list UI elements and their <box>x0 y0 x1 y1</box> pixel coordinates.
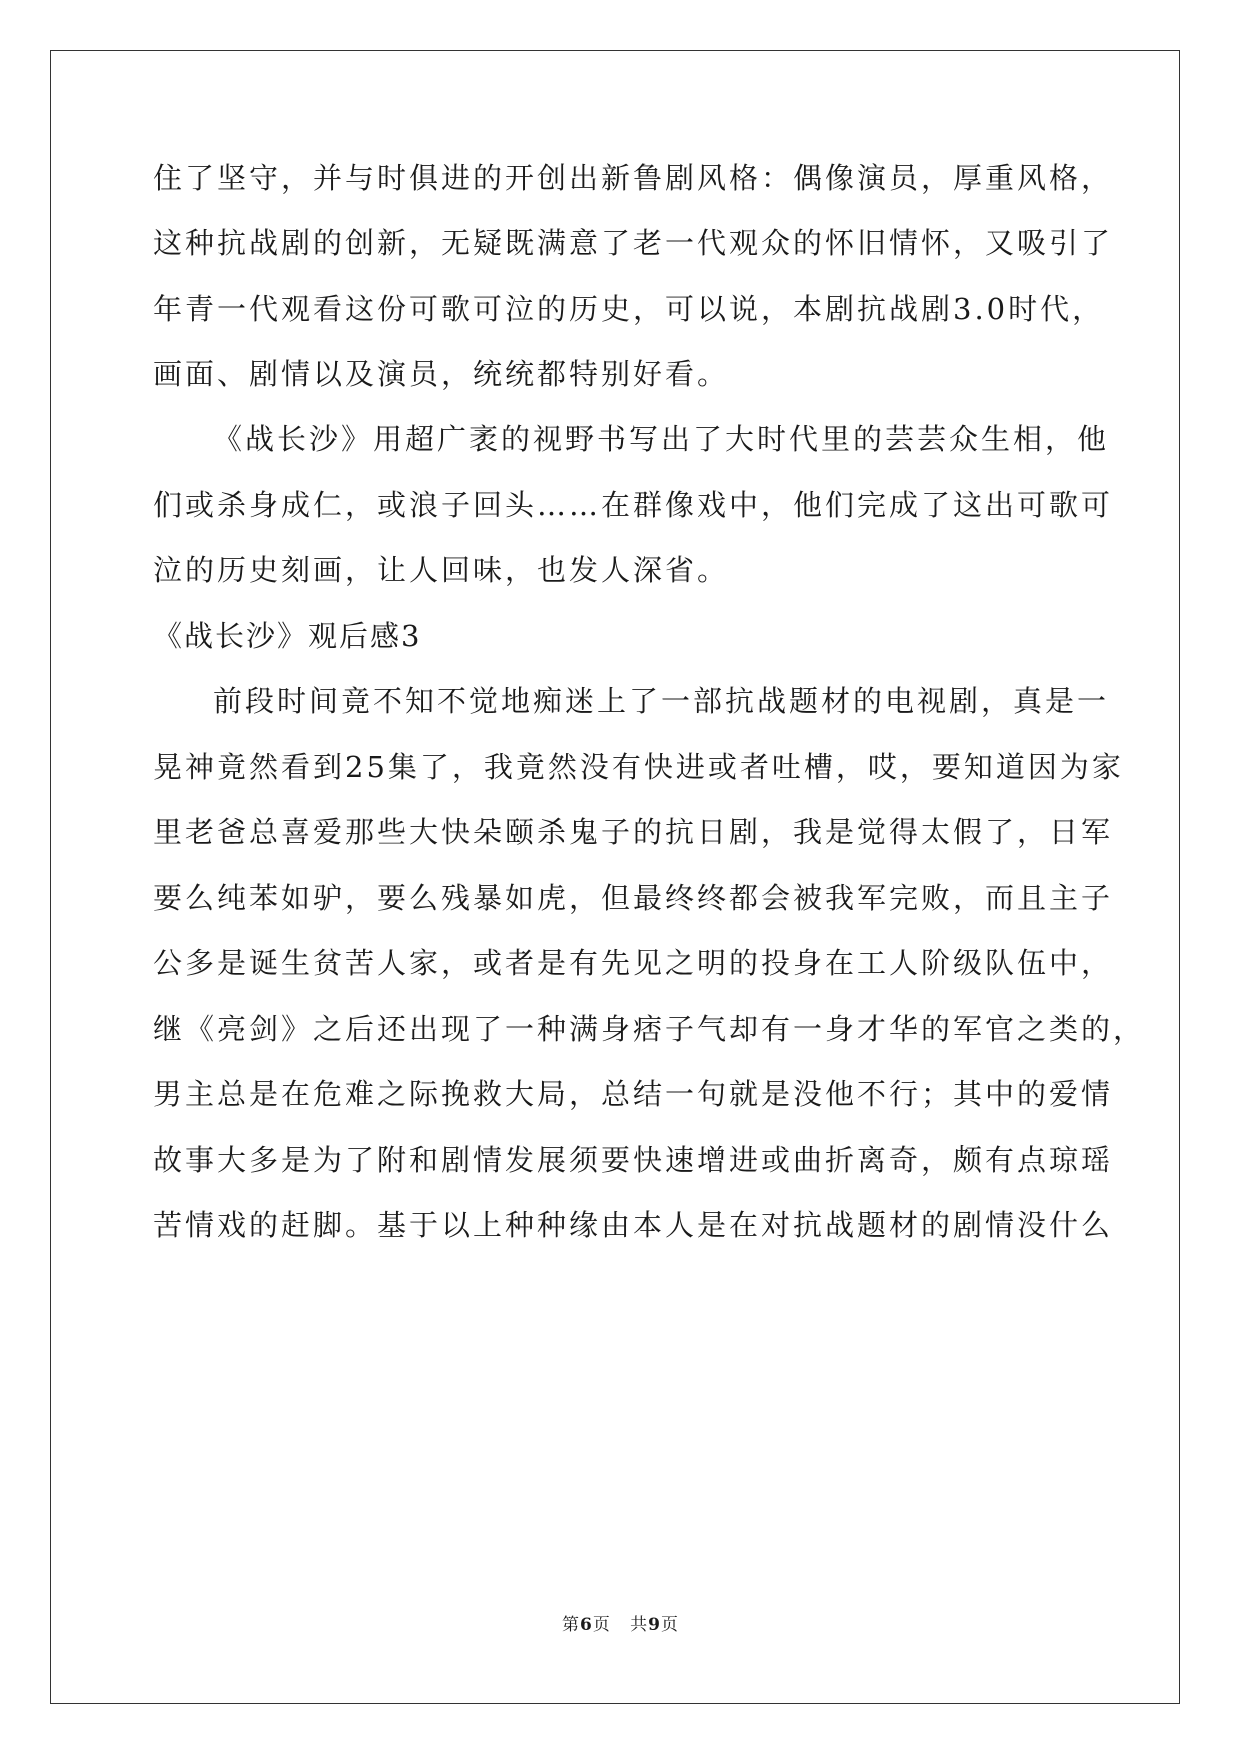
paragraph-2-line-3: 泣的历史刻画，让人回味，也发人深省。 <box>153 553 730 587</box>
footer-prefix: 第 <box>562 1615 581 1635</box>
paragraph-3-line-4: 要么纯苯如驴，要么残暴如虎，但最终终都会被我军完败，而且主子 <box>153 881 1114 915</box>
paragraph-1-line-2: 这种抗战剧的创新，无疑既满意了老一代观众的怀旧情怀，又吸引了 <box>153 226 1114 260</box>
paragraph-3-line-1: 前段时间竟不知不觉地痴迷上了一部抗战题材的电视剧，真是一 <box>213 684 1110 718</box>
paragraph-3-line-7: 男主总是在危难之际挽救大局，总结一句就是没他不行；其中的爱情 <box>153 1077 1114 1111</box>
paragraph-1-line-3: 年青一代观看这份可歌可泣的历史，可以说，本剧抗战剧3.0时代， <box>153 292 1105 326</box>
paragraph-3-line-2: 晃神竟然看到25集了，我竟然没有快进或者吐槽，哎，要知道因为家 <box>153 750 1124 784</box>
footer-total-suffix: 页 <box>660 1615 679 1635</box>
paragraph-2-line-2: 们或杀身成仁，或浪子回头……在群像戏中，他们完成了这出可歌可 <box>153 488 1114 522</box>
paragraph-3-line-6: 继《亮剑》之后还出现了一种满身痞子气却有一身才华的军官之类的， <box>153 1012 1146 1046</box>
footer-total-pages: 9 <box>648 1615 661 1635</box>
footer-total-prefix: 共 <box>630 1615 649 1635</box>
paragraph-3-line-3: 里老爸总喜爱那些大快朵颐杀鬼子的抗日剧，我是觉得太假了，日军 <box>153 815 1114 849</box>
paragraph-3-line-8: 故事大多是为了附和剧情发展须要快速增进或曲折离奇，颇有点琼瑶 <box>153 1143 1114 1177</box>
paragraph-3-line-9: 苦情戏的赶脚。基于以上种种缘由本人是在对抗战题材的剧情没什么 <box>153 1208 1114 1242</box>
footer-page-suffix: 页 <box>592 1615 611 1635</box>
paragraph-1-line-1: 住了坚守，并与时俱进的开创出新鲁剧风格：偶像演员，厚重风格， <box>153 161 1114 195</box>
paragraph-1-line-4: 画面、剧情以及演员，统统都特别好看。 <box>153 357 730 391</box>
paragraph-2-line-1: 《战长沙》用超广袤的视野书写出了大时代里的芸芸众生相，他 <box>213 422 1110 456</box>
section-heading: 《战长沙》观后感3 <box>153 619 422 653</box>
footer-page-number: 6 <box>580 1615 593 1635</box>
paragraph-3-line-5: 公多是诞生贫苦人家，或者是有先见之明的投身在工人阶级队伍中， <box>153 946 1114 980</box>
page-footer <box>0 1614 1241 1636</box>
